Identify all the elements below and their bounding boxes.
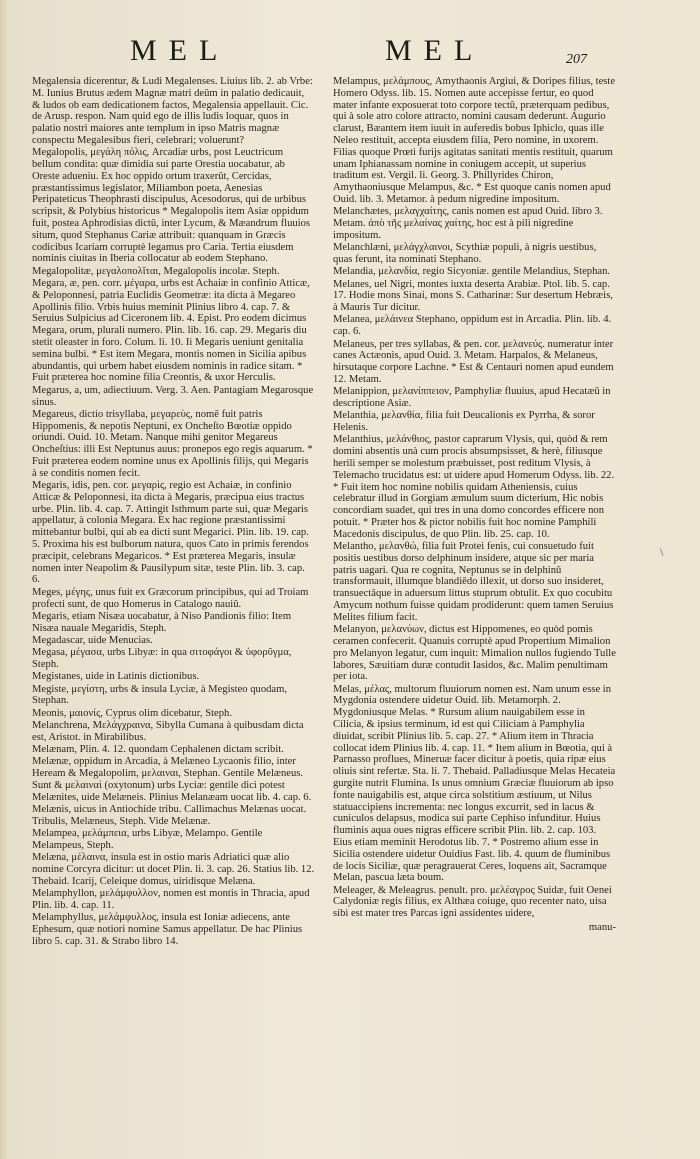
dictionary-entry: Melampus, μελάμπους, Amythaonis Argiui, & Doripes filius, teste Homero Odyss. lib. 15. Nomen aute accepisse fertur, eo quod mater infante exposuerat toto corpore tectû, præterquam pedibus, qui à sole atro colore attracto, nomini causam dederunt. Augurio clarust, Bæantem item iuuit in auferedis bobus Iphiclo, quas ille Neleo restituit, accepta eiusdem filia, Pero nomine, in uxorem. Filias quoque Prœti furijs agitatas sanitati mentis restituit, quarum unam Iphianassam nomine in coniugem accepit, ut superius traditum est. Vergil. li. Georg. 3. Phillyrides Chiron, Amythaoniusque Melampus, &c. * Est quoque canis nomen apud Ouid. lib. 3. Metamor. à pedum nigredine impositum. [333,76,616,205]
dictionary-entry: Megara, æ, pen. corr. μέγαρα, urbs est Achaiæ in confinio Atticæ, & Peloponnesi, patria Euclidis Geometræ: ita dicta à Megareo Apollinis filio. Vrbis huius meminit Plinius libro 4. cap. 7. & Seruius Sulpicius ad Ciceronem lib. 4. Epist. Pro eodem dicimus Megara, orum, plurali numero. Plin. lib. 16. cap. 29. Megaris diu stetit oleaster in foro. Colum. li. 10. Ii Megaris ueniunt genitalia semina bulbi. * Est item Megara, montis nomen in Sicilia apibus abundantis, qui urbem habet eiusdem nominis in radice sitam. * Fuit præterea hoc nomine filia Creontis, & uxor Herculis. [32,278,310,384]
dictionary-entry: Melanchrena, Μελάγχραινα, Sibylla Cumana à quibusdam dicta est, Aristot. in Mirabilibus. [32,720,304,743]
dictionary-entry: Megiste, μεγίστη, urbs & insula Lyciæ, à Megisteo quodam, Stephan. [32,683,288,707]
dictionary-entry: Melaneus, per tres syllabas, & pen. cor. μελανεύς. numeratur inter canes Actæonis, apud Ouid. 3. Metam. Harpalos, & Melaneus, hirsutaque corpore Lachne. * Est & Centauri nomen apud eundem 12. Metam. [333,338,614,385]
dictionary-entry: Megarus, a, um, adiectiuum. Verg. 3. Aen. Pantagiam Megarosque sinus. [32,384,314,408]
dictionary-entry: Megalopolis, μεγάλη πόλις, Arcadiæ urbs, post Leuctricum bellum condita: quæ dimidia sui parte Orestia uocabatur, ab Oreste adueniu. Ex hoc oppido ortum traxerût, Cercidas, præstantissimus legislator, Miliambon poeta, Aenesias Peripateticus Theophrasti discipulus, Acesodorus, qui de urbibus scripsit, & Polybius historicus * Megalopolis item Asiæ oppidum fuit, postea Aphrodisias dictû, inter Lycum, & Mæandrum fluuios situm, quod Stephanus Cariæ attribuit: quanquam in Græcis codicibus Icariam corruptè legamus pro Caria. Tertia eiusdem nominis ciuitas in Iberia collocatur ab eodem Stephano. [32,147,311,265]
page-number: 207 [566,52,587,67]
dictionary-entry: Melanthia, μελανθία, filia fuit Deucalionis ex Pyrrha, & soror Helenis. [333,410,595,434]
dictionary-entry: Megalopolitæ, μεγαλοπολῖται, Megalopolis incolæ. Steph. [32,265,280,277]
dictionary-entry: Meonis, μαιονίς, Cyprus olim dicebatur, Steph. [32,707,232,719]
dictionary-entry: Megadascar, uide Menucias. [32,634,153,646]
dictionary-entry: Megaris, etiam Nisæa uocabatur, à Niso Pandionis filio: Item Nisæa nauale Megaridis, Steph. [32,610,292,634]
dictionary-entry: Melænam, Plin. 4. 12. quondam Cephalenen dictam scribit. [32,744,284,756]
dictionary-entry: Megaris, idis, pen. cor. μεγαρὶς, regio est Achaiæ, in confinio Atticæ & Peloponnesi, ita dicta à Megaris, præcipua eius tractus urbe. Plin. lib. 4. cap. 7. Attingit Isthmum parte sui, quæ Megaris appellatur, à colonia Megara. Ex hac regione præstantissimi mittebantur bulbi, qui ab ea dicti sunt Megarici. Plin. lib. 19. cap. 5. Proxima his est bulborum natura, quos Cato in primis ferendos præcipit, celebrans Megaricos. * Est præterea Megaris, insulæ nomen inter Neapolim & Pausilypum sitæ, teste Plin. lib. 3. cap. 6. [32,480,309,586]
dictionary-entry: Melanea, μελάινεα Stephano, oppidum est in Arcadia. Plin. lib. 4. cap. 6. [333,314,612,338]
dictionary-entry: Megareus, dictio trisyllaba, μεγαρεὺς, nomē fuit patris Hippomenis, & nepotis Neptuni, ex Oncheſto Bœotiæ oppido oriundi. Ouid. 10. Metam. Nanque mihi genitor Megareus Oncheſtius: illi Est Neptunus auus: pronepos ego regis aquarum. * Fuit præterea eodem nomine unus ex Apollinis filijs, qui Megaris à se conditis nomen fecit. [32,408,313,479]
catchword: manu- [588,922,616,934]
dictionary-entry: Melanes, uel Nigri, montes iuxta deserta Arabiæ. Ptol. lib. 5. cap. 17. Hodie mons Sinai, mons S. Catharinæ: Sur desertum Hebræis, à Mauris Tur dicitur. [333,278,613,314]
dictionary-entry: Melanippion, μελανίππειον, Pamphyliæ fluuius, apud Hecatæū in descriptione Asiæ. [333,386,611,410]
dictionary-entry: Megistanes, uide in Latinis dictionibus. [32,671,200,683]
running-head-right: MEL [385,34,485,67]
dictionary-entry: Melandia, μελανδία, regio Sicyoniæ. gentile Melandius, Stephan. [333,266,611,278]
dictionary-entry: Meges, μέγης, unus fuit ex Græcorum principibus, qui ad Troiam profecti sunt, de quo Homerus in Catalogo nauiû. [32,586,309,610]
dictionary-entry: Melampea, μελάμπεια, urbs Libyæ, Melampo. Gentile Melampeus, Steph. [32,828,263,851]
running-head-left: MEL [130,34,230,67]
dictionary-entry: Melænis, uicus in Antiochide tribu. Callimachus Melænas uocat. Tribulis, Melæneus, Steph. Vide Melænæ. [32,804,307,827]
dictionary-entry: Melamphyllus, μελάμφυλλος, insula est Ioniæ adiecens, ante Ephesum, quæ notiori nomine Samus appellatur. De hac Plinius libro 5. cap. 31. & Strabo libro 14. [32,912,303,947]
margin-mark: \ [660,545,664,559]
binding-shadow [0,0,8,1159]
dictionary-entry: Melas, μέλας, multorum fluuiorum nomen est. Nam unum esse in Mygdonia ostendere uidetur Ouid. lib. Metamorph. 2. Mygdoniusque Melas. * Rursum alium nauigabilem esse in Cilicia, & ipsius terminum, id est qui Ciliciam à Pamphylia diuidat, scribit Plinius lib. 5. cap. 27. * Alium item in Thracia collocat idem Plinius lib. 4. cap. 11. * Item alium in Bœotia, qui à Parnasso proflues, Mineruæ facer dicitur à poetis, quia ripæ eius oliuis sint refertæ. Sta. li. 7. Thebaid. Palladiusque Melas Hecateia gurgite nutrit Flumina. Is unus omnium Græciæ fluuiorum ab ipso fonte nauigabilis est, atque circa solstitium æstiuum, ut Nilus statuaccipiens incrementa: nec longus excurrit, sed in lacus & cuniculos delapsus, modica sui parte Cephiso infunditur. Huius fluminis aqua oues nigras efficere scribit Plin. lib. 2. cap. 103. Eius etiam meminit Herodotus lib. 7. * Postremo alium esse in Sicilia ostendere uidetur Ouidius Fast. lib. 4. quum de fluminibus de locis Siciliæ, quæ peragrauerat Ceres, loquens ait, Sacramque Melan, pascua læta boum. [333,683,616,884]
dictionary-entry: Melanyon, μελανύων, dictus est Hippomenes, eo quòd pomis ceramen confecerit. Quanuis corruptè apud Propertium Mimalion pro Melanyon legatur, cum inquit: Mimalion nullos fugiendo Tulle labores, Sæuitiam duræ contudit Iasidos, &c. Malim penultimam per iota. [333,624,616,683]
dictionary-entry: Melæna, μέλαινα, insula est in ostio maris Adriatici quæ alio nomine Corcyra dicitur: ut docet Plin. li. 3. cap. 26. Statius lib. 12. Thebaid. Icarij, Celeique domus, uiridisque Melæna. [32,852,315,887]
dictionary-entry: Melamphyllon, μελάμφυλλον, nomen est montis in Thracia, apud Plin. lib. 4. cap. 11. [32,888,310,911]
right-column [333,76,616,934]
page-header [0,34,700,74]
dictionary-entry: Melanchætes, μελαγχαίτης, canis nomen est apud Ouid. libro 3. Metam. ἀπὸ τῆς μελαίνας χαίτης, hoc est à pili nigredine impositum. [333,206,603,241]
dictionary-entry: Melanthius, μελάνθιος, pastor caprarum Vlysis, qui, quòd & rem domini absentis unà cum procis absumpsisset, & herè, filiusque herili semper se molestum præbuisset, post reditum Vlysis, à Telemacho trucidatus est: ut uidere apud Homerum Odyss. lib. 22. * Fuit item hoc nomine nobilis quidam Atheniensis, cuius celebratur illud in Gorgiam æmulum suum dicterium, Hic nobis concordiam suadet, qui tres in una domo concordes efficere non potuit. * Præter hos & pictor nobilis fuit hoc nomine Pamphili Macedonis discipulus, de quo Plin. lib. 25. cap. 10. [333,434,615,540]
dictionary-entry: Melantho, μελανθώ, filia fuit Protei fenis, cui consuetudo fuit positis uestibus dorso delphinum insidere, atque sic per maria patris uagari. Qua re cognita, Neptunus se in delphinū transformauit, illumque blandiēdo illexit, ut dorso suo insideret, transuectāque in aduersum littus stuprum obtulit. Ex quo cocubitu Amycum nothum fuisse quidam prodiderunt: quem tamen Seruius Melites filium facit. [333,541,614,623]
dictionary-entry: Melanchlæni, μελάγχλαινοι, Scythiæ populi, à nigris uestibus, quas ferunt, ita nominati Stephano. [333,242,597,265]
dictionary-entry: Megalensia dicerentur, & Ludi Megalenses. Liuius lib. 2. ab Vrbe: M. Iunius Brutus ædem Magnæ matri deûm in palatio dedicauit, & ludos ob eam dedicationem factos, Megalensia appellauit. Cic. de Arusp. respon. Nam quid ego de illis ludis loquar, quos in palatio nostri maiores ante templum in ipso Matris magnæ conspectu Megalesibus fieri, celebrari; voluerunt? [32,76,313,146]
dictionary-entry: Megasa, μέγασα, urbs Libyæ: in qua σιτοφάγοι & ὑφορῦγμα, Steph. [32,647,292,671]
dictionary-entry: Melænæ, oppidum in Arcadia, à Melæneo Lycaonis filio, inter Heream & Megalopolim, μελαιναι, Stephan. Gentile Melæneus. Sunt & μελαιναὶ (oxytonum) urbs Lyciæ: gentile dici potest Melænites, uide Melæneis. Plinius Melanæam uocat lib. 4. cap. 6. [32,756,312,803]
dictionary-entry: Meleager, & Meleagrus. penult. pro. μελέαγρος Suidæ, fuit Oenei Calydoniæ regis filius, ex Althæa coiuge, quo recenter nato, uisa sibi est mater tres Parcas igni assidentes uidere, [333,884,612,920]
left-column [32,76,315,948]
